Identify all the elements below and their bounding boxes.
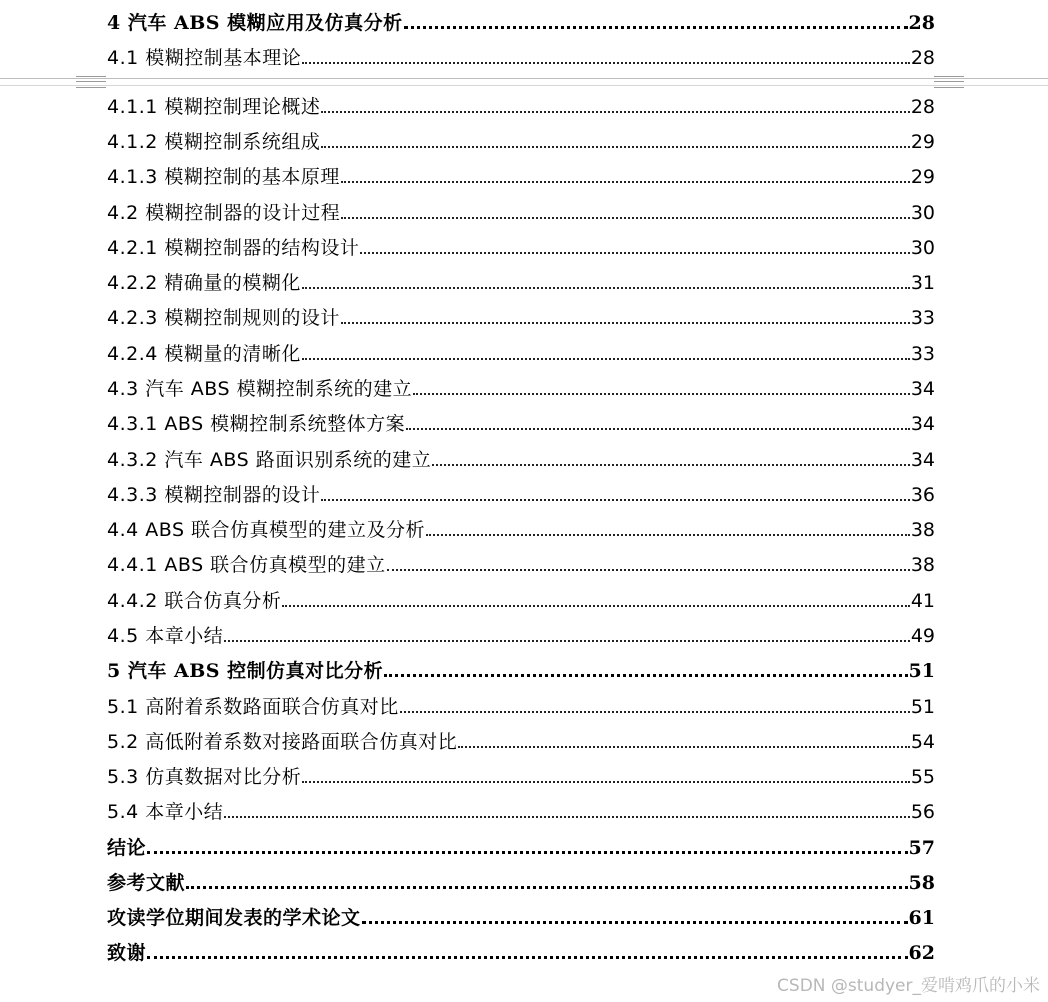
toc-entry-page: 55 [910,766,935,788]
toc-entry-page: 34 [910,449,935,471]
toc-leader-dots [224,640,910,642]
toc-entry-page: 38 [910,554,935,576]
toc-entry-page: 58 [908,872,935,894]
toc-entry[interactable] [107,39,935,69]
toc-entry-page: 41 [910,590,935,612]
toc-leader-dots [321,111,909,113]
toc-entry[interactable] [107,652,935,682]
toc-leader-dots [360,252,909,254]
toc-leader-dots [341,322,910,324]
toc-entry-page: 33 [910,307,935,329]
toc-leader-dots [362,921,908,924]
toc-entry-page: 29 [910,131,935,153]
toc-leader-dots [400,711,910,713]
toc-entry[interactable] [107,546,935,576]
toc-entry-page: 51 [910,696,935,718]
toc-leader-dots [282,605,909,607]
toc-leader-dots [302,781,910,783]
toc-entry[interactable] [107,370,935,400]
toc-entry[interactable] [107,758,935,788]
toc-leader-dots [302,358,910,360]
watermark: CSDN @studyer_爱啃鸡爪的小米 [777,976,1040,996]
toc-entry-page: 30 [910,202,935,224]
toc-entry-page: 34 [910,413,935,435]
toc-entry-page: 34 [910,378,935,400]
toc-leader-dots [186,886,908,889]
toc-entry-title: 4.2.4 模糊量的清晰化 [107,343,301,365]
toc-entry-page: 36 [910,484,935,506]
toc-entry-title: 4.1.1 模糊控制理论概述 [107,96,321,118]
toc-entry-title: 4.4.1 ABS 联合仿真模型的建立 [107,554,386,576]
toc-entry[interactable] [107,4,935,34]
toc-leader-dots [406,428,910,430]
toc-entry-page: 28 [908,12,935,34]
toc-leader-dots [321,146,909,148]
toc-entry-title: 4.4.2 联合仿真分析 [107,590,282,612]
toc-entry[interactable] [107,582,935,612]
toc-leader-dots [147,851,908,854]
margin-corner-mark [934,76,964,88]
toc-leader-dots [426,534,910,536]
toc-leader-dots [413,393,910,395]
toc-leader-dots [341,217,910,219]
page-break-line [0,78,1048,79]
toc-leader-dots [147,956,908,959]
toc-entry[interactable] [107,158,935,188]
toc-entry[interactable] [107,123,935,153]
toc-entry-title: 5.4 本章小结 [107,801,224,823]
toc-entry-title: 参考文献 [107,872,186,894]
toc-entry-title: 4.3.3 模糊控制器的设计 [107,484,321,506]
toc-entry[interactable] [107,229,935,259]
toc-leader-dots [387,569,910,571]
toc-entry-page: 33 [910,343,935,365]
toc-entry[interactable] [107,264,935,294]
toc-entry-page: 49 [910,625,935,647]
toc-entry-title: 4.1 模糊控制基本理论 [107,47,302,69]
toc-entry[interactable] [107,476,935,506]
toc-entry-title: 攻读学位期间发表的学术论文 [107,907,361,929]
toc-entry[interactable] [107,511,935,541]
page-break-line [0,85,1048,86]
toc-entry[interactable] [107,405,935,435]
toc-leader-dots [224,816,910,818]
toc-entry-title: 4.3.2 汽车 ABS 路面识别系统的建立 [107,449,432,471]
toc-entry-title: 4.2.3 模糊控制规则的设计 [107,307,340,329]
toc-entry-title: 4.5 本章小结 [107,625,224,647]
toc-entry-title: 5.3 仿真数据对比分析 [107,766,302,788]
toc-entry-title: 4.2 模糊控制器的设计过程 [107,202,341,224]
toc-entry-title: 致谢 [107,942,147,964]
toc-entry[interactable] [107,88,935,118]
toc-leader-dots [384,674,907,677]
toc-entry-title: 4.4 ABS 联合仿真模型的建立及分析 [107,519,426,541]
toc-entry-page: 30 [910,237,935,259]
toc-entry-title: 4.1.3 模糊控制的基本原理 [107,166,340,188]
toc-leader-dots [302,62,910,64]
toc-leader-dots [432,464,910,466]
toc-entry[interactable] [107,688,935,718]
toc-entry-title: 4.2.2 精确量的模糊化 [107,272,301,294]
toc-entry-page: 56 [910,801,935,823]
toc-leader-dots [321,499,909,501]
toc-leader-dots [404,26,908,29]
toc-entry-title: 4 汽车 ABS 模糊应用及仿真分析 [107,12,403,34]
toc-entry-page: 51 [908,660,935,682]
toc-entry[interactable] [107,441,935,471]
toc-leader-dots [302,287,910,289]
toc-entry[interactable] [107,899,935,929]
toc-entry[interactable] [107,934,935,964]
toc-entry[interactable] [107,723,935,753]
toc-entry[interactable] [107,194,935,224]
toc-entry-page: 31 [910,272,935,294]
toc-entry-page: 61 [908,907,935,929]
margin-corner-mark [76,76,106,88]
toc-entry-page: 38 [910,519,935,541]
toc-leader-dots [341,181,910,183]
toc-entry-title: 4.3 汽车 ABS 模糊控制系统的建立 [107,378,413,400]
toc-entry-title: 5 汽车 ABS 控制仿真对比分析 [107,660,384,682]
toc-leader-dots [458,746,910,748]
toc-entry[interactable] [107,299,935,329]
toc-entry-title: 4.2.1 模糊控制器的结构设计 [107,237,360,259]
toc-entry-page: 62 [908,942,935,964]
toc-entry-page: 29 [910,166,935,188]
toc-entry[interactable] [107,617,935,647]
toc-entry-title: 结论 [107,837,147,859]
toc-entry-title: 4.1.2 模糊控制系统组成 [107,131,321,153]
toc-entry[interactable] [107,829,935,859]
toc-entry-page: 54 [910,731,935,753]
toc-entry-page: 28 [910,47,935,69]
toc-entry[interactable] [107,335,935,365]
toc-entry[interactable] [107,793,935,823]
toc-entry-title: 5.2 高低附着系数对接路面联合仿真对比 [107,731,458,753]
toc-entry-title: 5.1 高附着系数路面联合仿真对比 [107,696,399,718]
toc-entry-page: 57 [908,837,935,859]
toc-entry[interactable] [107,864,935,894]
toc-entry-title: 4.3.1 ABS 模糊控制系统整体方案 [107,413,406,435]
toc-entry-page: 28 [910,96,935,118]
